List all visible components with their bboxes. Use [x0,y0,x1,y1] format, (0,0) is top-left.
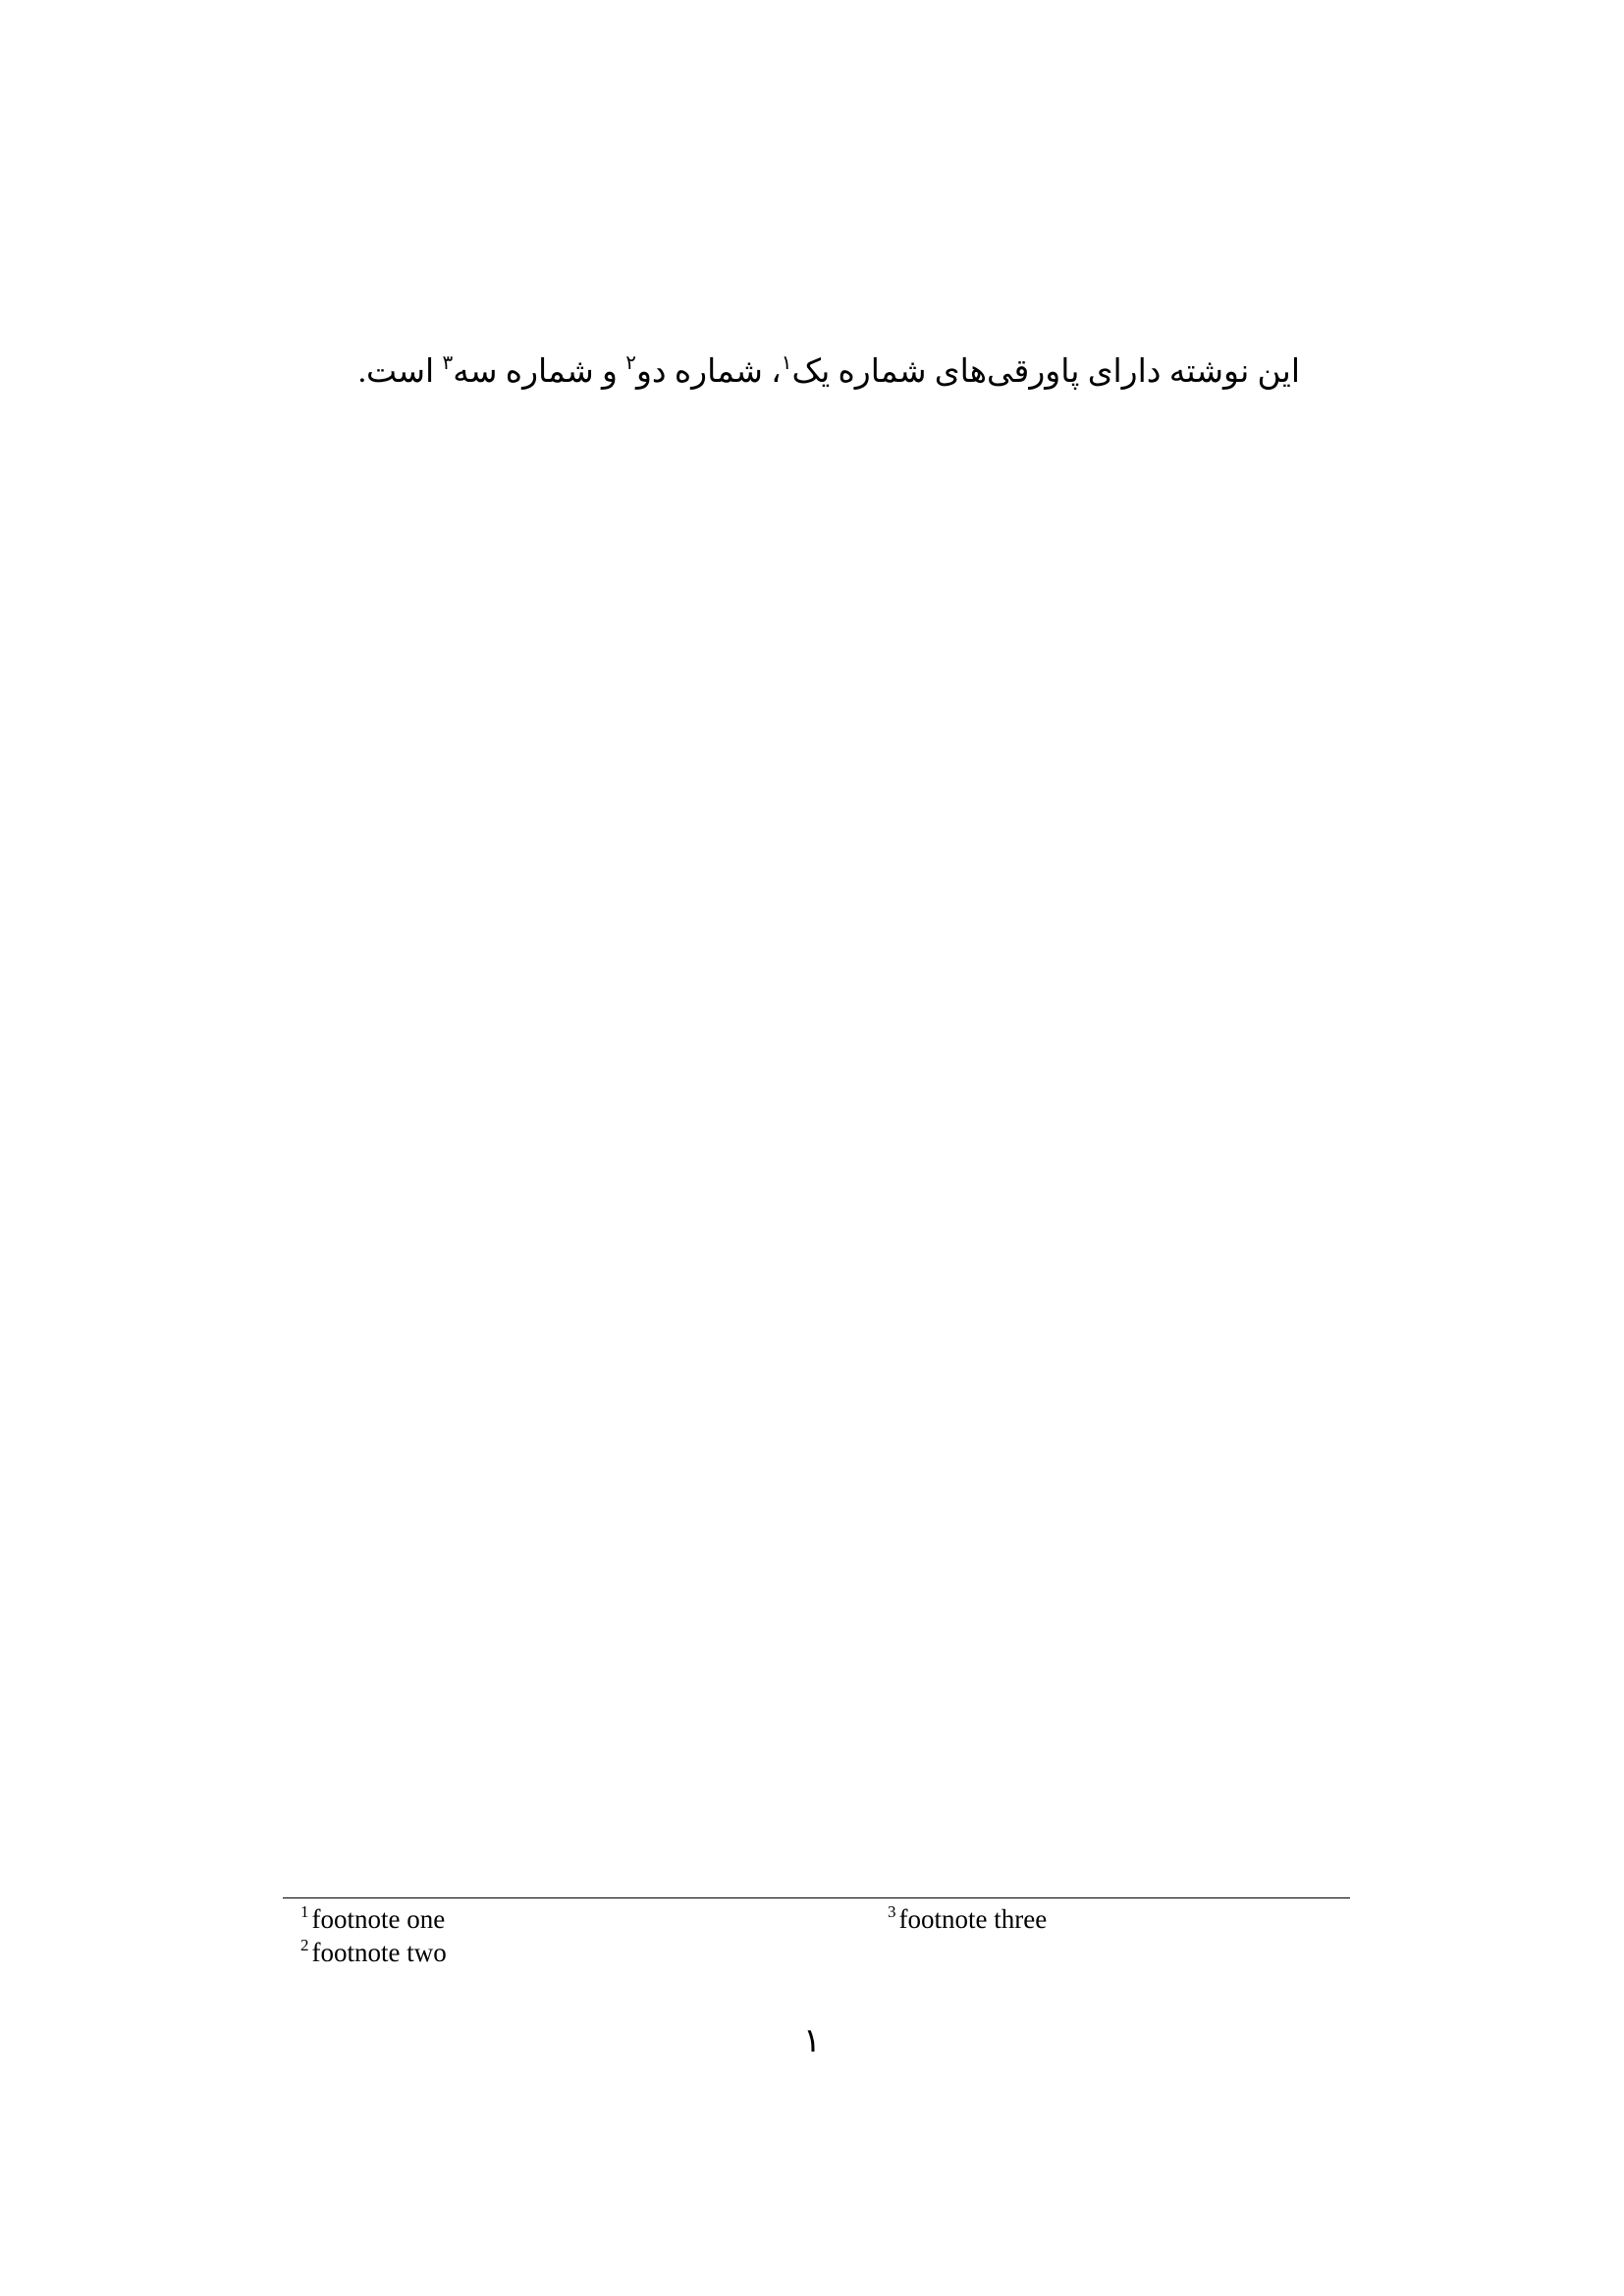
footnote-reference-2[interactable]: ۲ [625,352,636,374]
footnote-reference-1[interactable]: ۱ [781,352,792,374]
footnote-text: footnote three [898,1904,1048,1934]
footnote-mark: 3 [888,1902,896,1921]
footnote-1 [300,1902,445,1936]
paragraph-text: این نوشته دارای پاورقی‌های شماره یک [791,354,1300,390]
footnote-3 [888,1902,1047,1936]
footnote-reference-3[interactable]: ۳ [442,352,454,374]
footnote-2 [300,1936,447,1969]
body-paragraph [279,348,1300,396]
paragraph-text: است. [357,354,443,390]
page-number: ۱ [802,2023,822,2059]
footnote-mark: 2 [300,1936,309,1954]
paragraph-text: و شماره سه [453,354,626,390]
footnote-text: footnote one [311,1904,446,1934]
footnote-separator [283,1897,1350,1898]
footnote-mark: 1 [300,1902,309,1921]
paragraph-text: ، شماره دو [635,354,782,390]
footnote-text: footnote two [311,1938,447,1967]
